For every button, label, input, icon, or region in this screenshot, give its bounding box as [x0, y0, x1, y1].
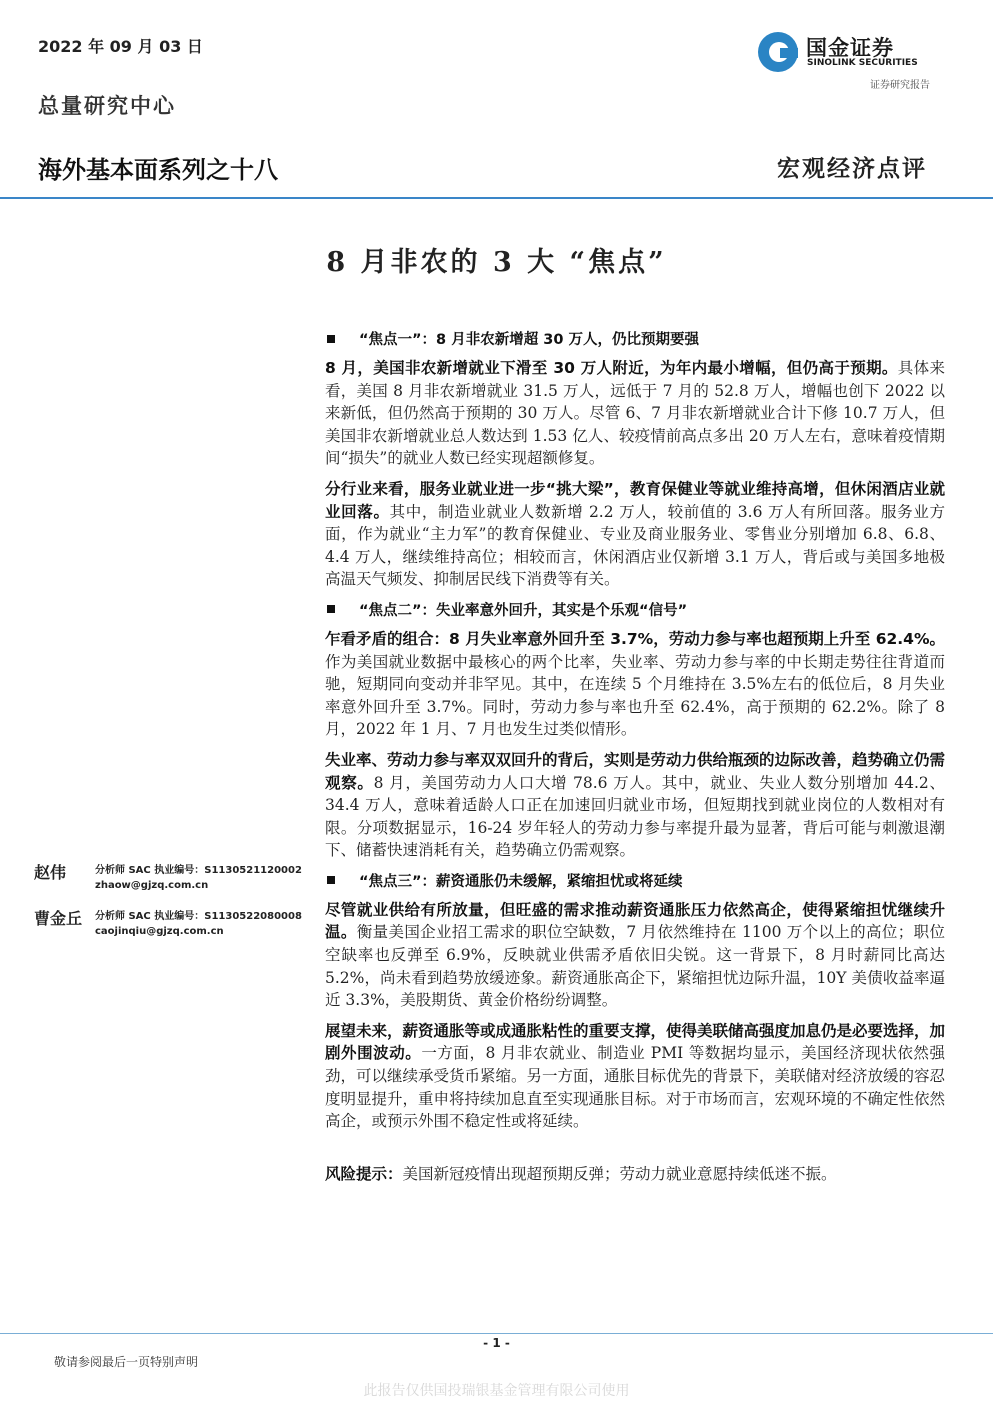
watermark: 此报告仅供国投瑞银基金管理有限公司使用 — [363, 1383, 630, 1399]
paragraph-body: 其中，制造业就业人数新增 2.2 万人，较前值的 3.6 万人有所回落。服务业方面，作为就业“主力军”的教育保健业、专业及商业服务业、零售业分别增加 6.8、6.8、4.4 万人，继续维持高位；相较而言，休闲酒店业仅新增 3.1 万人，背后或与美国多地极高温天气频发、抑制居民线下消费等有关。 — [325, 502, 945, 589]
paragraph — [325, 749, 945, 862]
analyst-email: caojinqiu@gjzq.com.cn — [95, 926, 224, 937]
analyst-info — [95, 863, 302, 893]
series-title: 海外基本面系列之十八 — [38, 156, 278, 184]
risk-text: 美国新冠疫情出现超预期反弹；劳动力就业意愿持续低迷不振。 — [402, 1164, 837, 1183]
paragraph-body: 衡量美国企业招工需求的职位空缺数，7 月依然维持在 1100 万个以上的高位；职位空缺率也反弹至 6.9%，反映就业供需矛盾依旧尖锐。这一背景下，8 月时薪同比高达 5.2%，尚未看到趋势放缓迹象。薪资通胀高企下，紧缩担忧边际升温，10Y 美债收益率逼近 3.3%，美股期货、黄金价格纷纷调整。 — [325, 923, 945, 1010]
paragraph-lead: 尽管就业供给有所放量，但旺盛的需求推动薪资通胀压力依然高企，使得紧缩担忧继续升温。 — [325, 900, 945, 942]
paragraph-lead: 分行业来看，服务业就业进一步“挑大梁”，教育保健业等就业维持高增，但休闲酒店业就业回落。 — [325, 479, 945, 521]
company-logo — [758, 30, 948, 92]
section-heading: “焦点二”：失业率意外回升，其实是个乐观“信号” — [325, 599, 945, 620]
analyst-name: 赵伟 — [34, 863, 67, 882]
paragraph-body: 8 月，美国劳动力人口大增 78.6 万人。其中，就业、失业人数分别增加 44.2、34.4 万人，意味着适龄人口正在加速回归就业市场，但短期找到就业岗位的人数相对有限。分项数据显示，16-24 岁年轻人的劳动力参与率提升最为显著，背后可能与刺激退潮下、储蓄快速消耗有关，趋势确立仍需观察。 — [325, 773, 945, 860]
bullet-square-icon — [327, 335, 335, 343]
logo-english-name: SINOLINK SECURITIES — [807, 58, 918, 68]
risk-label: 风险提示： — [325, 1164, 403, 1183]
paragraph-lead: 乍看矛盾的组合：8 月失业率意外回升至 3.7%，劳动力参与率也超预期上升至 62.4%。 — [325, 629, 945, 648]
section-heading: “焦点一”：8 月非农新增超 30 万人，仍比预期要强 — [325, 328, 945, 349]
paragraph — [325, 628, 945, 741]
paragraph — [325, 1020, 945, 1133]
report-title: 8 月非农的 3 大 “焦点” — [326, 247, 667, 278]
analyst-cert: 分析师 SAC 执业编号：S1130521120002 — [95, 865, 302, 876]
analyst-info — [95, 909, 302, 939]
paragraph-body: 具体来看，美国 8 月非农新增就业 31.5 万人，远低于 7 月的 52.8 万人，增幅也创下 2022 以来新低，但仍然高于预期的 30 万人。尽管 6、7 月非农新增就业合计下修 10.7 万人，但美国非农新增就业总人数达到 1.53 亿人、较疫情前高点多出 20 万人左右，意味着疫情期间“损失”的就业人数已经实现超额修复。 — [325, 359, 945, 468]
footer-divider — [0, 1333, 993, 1334]
paragraph-lead: 失业率、劳动力参与率双双回升的背后，实则是劳动力供给瓶颈的边际改善，趋势确立仍需观察。 — [325, 750, 946, 792]
section-heading: “焦点三”：薪资通胀仍未缓解，紧缩担忧或将延续 — [325, 870, 945, 891]
paragraph — [325, 899, 945, 1012]
header-divider — [0, 197, 993, 199]
main-content — [325, 328, 945, 1193]
footer-note: 敬请参阅最后一页特别声明 — [54, 1355, 199, 1369]
paragraph — [325, 357, 945, 470]
logo-subtitle: 证券研究报告 — [870, 80, 930, 91]
paragraph-body: 作为美国就业数据中最核心的两个比率，失业率、劳动力参与率的中长期走势往往背道而驰，短期同向变动并非罕见。其中，在连续 5 个月维持在 3.5%左右的低位后，8 月失业率意外回升至 3.7%。同时，劳动力参与率也升至 62.4%，高于预期的 62.2%。除了 8 月，2022 年 1 月、7 月也发生过类似情形。 — [325, 652, 945, 739]
analyst-cert: 分析师 SAC 执业编号：S1130522080008 — [95, 911, 302, 922]
paragraph-lead: 8 月，美国非农新增就业下滑至 30 万人附近，为年内最小增幅，但仍高于预期。 — [325, 359, 898, 377]
bullet-square-icon — [327, 605, 335, 613]
logo-mark-icon — [758, 32, 798, 72]
analyst-email: zhaow@gjzq.com.cn — [95, 880, 209, 891]
page-number: - 1 - — [483, 1336, 510, 1350]
risk-warning — [325, 1163, 945, 1186]
paragraph-body: 一方面，8 月非农就业、制造业 PMI 等数据均显示，美国经济现状依然强劲，可以继续承受货币紧缩。另一方面，通胀目标优先的背景下，美联储对经济放缓的容忍度明显提升，重申将持续加息直至实现通胀目标。对于市场而言，宏观环境的不确定性依然高企，或预示外围不稳定性或将延续。 — [325, 1044, 946, 1131]
report-type: 宏观经济点评 — [777, 155, 927, 182]
department-name: 总量研究中心 — [38, 93, 176, 118]
bullet-square-icon — [327, 876, 335, 884]
paragraph-lead: 展望未来，薪资通胀等或成通胀粘性的重要支撑，使得美联储高强度加息仍是必要选择，加剧外围波动。 — [325, 1021, 946, 1063]
analyst-name: 曹金丘 — [34, 909, 83, 928]
report-date: 2022 年 09 月 03 日 — [38, 37, 203, 56]
paragraph — [325, 478, 945, 591]
logo-chinese-name: 国金证券 — [806, 36, 894, 60]
